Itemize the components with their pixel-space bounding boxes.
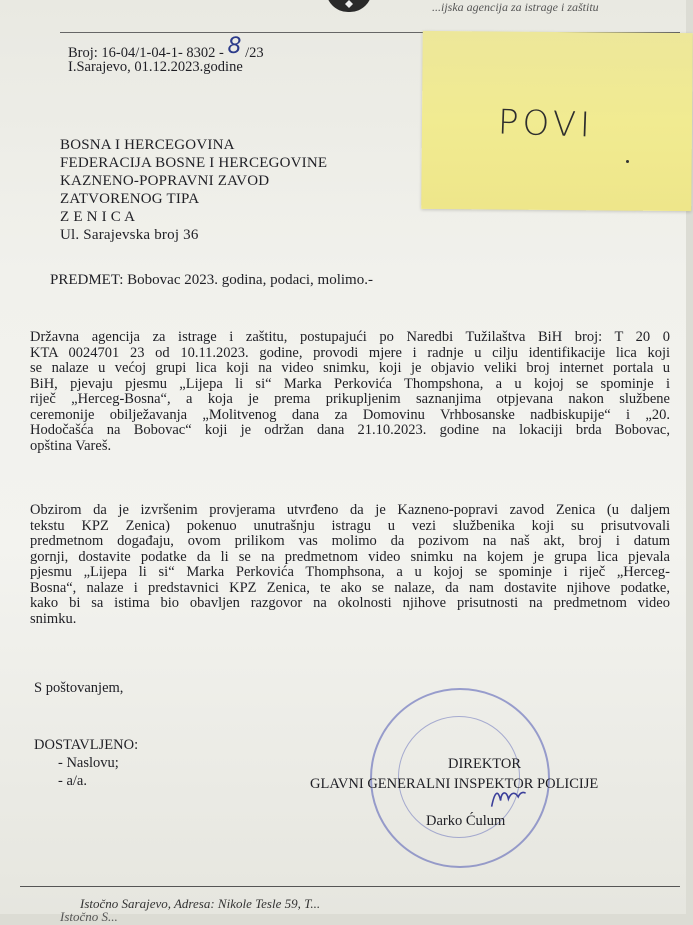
paragraph-line: Hodočašća na Bobovac“ koji je održan dana 21.10.2023. godine na lokaciji brda Bobovac, [30,422,670,438]
recipient-city: Z E N I C A [60,209,136,225]
body-paragraph-2 [30,503,670,627]
reference-number-suffix: /23 [245,45,264,61]
subject-line: PREDMET: Bobovac 2023. godina, podaci, molimo.- [50,272,373,288]
recipient-line: FEDERACIJA BOSNE I HERCEGOVINE [60,155,328,171]
signatory-role: DIREKTOR [448,756,522,772]
sticky-note-text: POVI [497,102,595,146]
paragraph-line: ceremonije obilježavanja „Molitvenog dana za Domovinu Vrhbosanske nadbiskupije“ i „20. [30,406,670,423]
recipient-line: KAZNENO-POPRAVNI ZAVOD [60,173,270,189]
paragraph-line: Državna agencija za istrage i zaštitu, postupajući po Naredbi Tužilaštva BiH broj: T 20 0 [30,329,670,345]
footer-address-2: Istočno S... [60,909,118,924]
handwritten-number: 8 [227,34,242,59]
paragraph-line: gornji, dostavite podatke da li se na predmetnom video snimku na kojem je grupa lica pjevala [30,548,670,565]
signatory-title: GLAVNI GENERALNI INSPEKTOR POLICIJE [310,776,599,792]
recipient-address: Ul. Sarajevska broj 36 [60,227,199,243]
closing: S poštovanjem, [34,680,124,696]
paragraph-line: BiH, pjevaju pjesmu „Lijepa li si“ Marka Perkovića Thompshona, a u kojoj se spominje i [30,375,670,392]
paragraph-line: se nalaze u većoj grupi lica koji na video snimku, koji je objavio veliki broj internet portala u [30,360,670,376]
paragraph-line: tekstu KPZ Zenica) pokenuo unutrašnju istragu u vezi službenika koji su prisutvovali [30,517,670,534]
body-paragraph-1 [30,330,670,454]
recipient-line: ZATVORENOG TIPA [60,191,200,207]
footer-address: Istočno Sarajevo, Adresa: Nikole Tesle 59, T... [80,896,321,911]
agency-header: ...ijska agencija za istrage i zaštitu [432,0,599,14]
delivered-label: DOSTAVLJENO: [34,737,139,753]
paragraph-line: riječ „Herceg-Bosna“, a koja je prema prikupljenim saznanjima otpjevana nakon službene [30,391,670,407]
footer-divider [20,886,680,887]
paragraph-line: pjesmu „Lijepa li si“ Marka Perkovića Thomphsona, a u kojoj se spominje i riječ „Herceg- [30,564,670,580]
place-date: I.Sarajevo, 01.12.2023.godine [68,59,243,75]
reference-number-prefix: Broj: 16-04/1-04-1- 8302 - [68,45,224,61]
paragraph-line: Bosna“, nalaze i predstavnici KPZ Zenica, te ako se nalaze, da nam dostavite njihove podatke, [30,579,670,596]
paragraph-line: snimku. [30,610,77,627]
paragraph-line: KTA 0024701 23 od 10.11.2023. godine, provodi mjere i radnje u cilju identifikacije lica koji [30,344,670,361]
paragraph-line: kako bi sa istima bio obavljen razgovor na okolnosti njihove prisutnosti na predmetnom video [30,595,670,611]
paragraph-line: Obzirom da je izvršenim provjerama utvrđeno da je Kazneno-popravi zavod Zenica (u daljem [30,502,670,518]
coat-of-arms-logo [326,0,372,12]
signatory-name: Darko Ćulum [426,813,506,829]
delivered-item: - a/a. [58,773,87,789]
delivered-item: - Naslovu; [58,755,119,771]
recipient-line: BOSNA I HERCEGOVINA [60,137,235,153]
sticky-note-mark [626,160,629,163]
paragraph-line: opština Vareš. [30,437,112,454]
paragraph-line: predmetnom događaju, ovom prilikom vas molimo da pozivom na naš akt, broj i datum [30,533,670,549]
